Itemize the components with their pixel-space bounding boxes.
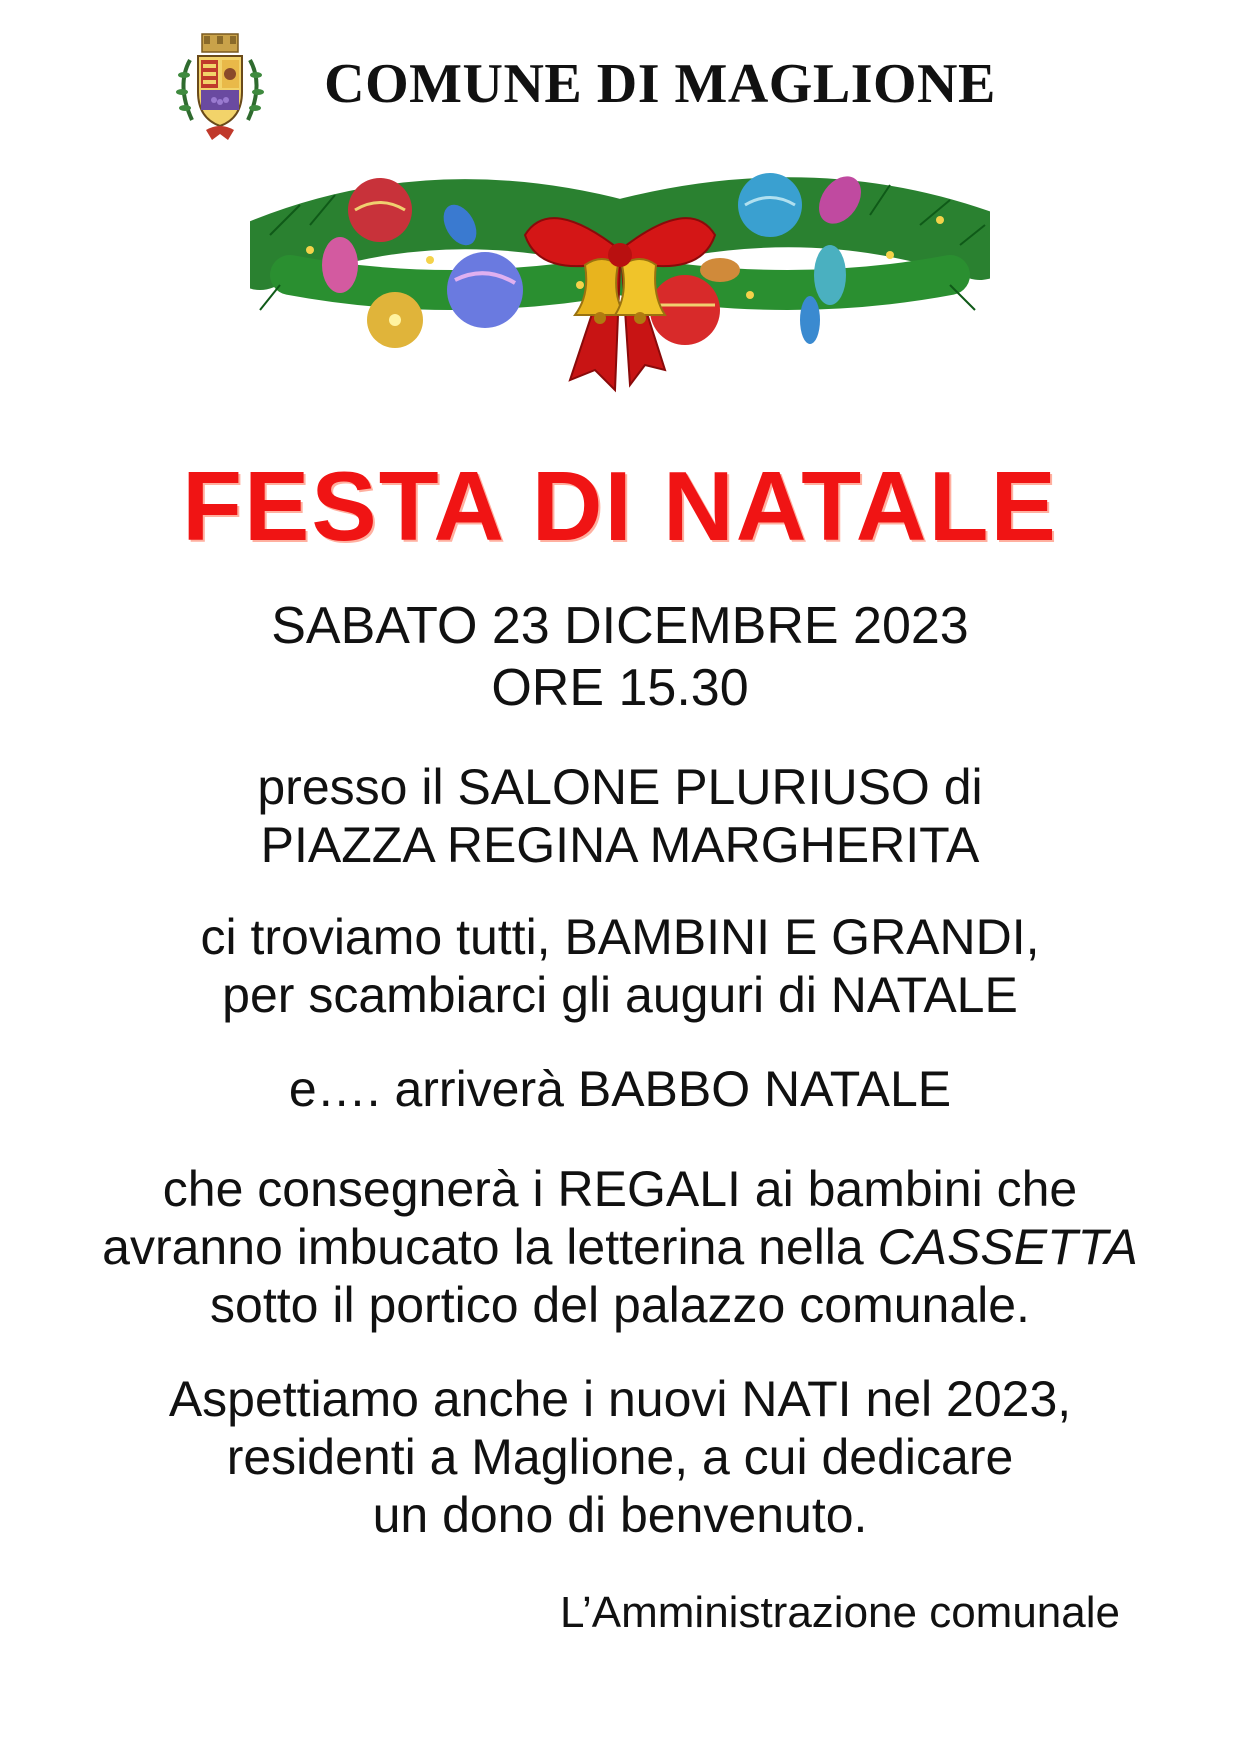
location-paragraph [0, 758, 1240, 874]
gifts-paragraph [0, 1160, 1240, 1334]
gifts-line-2-text: avranno imbucato la letterina nella [102, 1219, 878, 1275]
gifts-cassetta-emphasis: CASSETTA [877, 1219, 1138, 1275]
event-date-block [0, 595, 1240, 719]
signature: L’Amministrazione comunale [559, 1588, 1120, 1637]
invite-line-2: per scambiarci gli auguri di NATALE [222, 967, 1018, 1023]
invite-line-1: ci troviamo tutti, BAMBINI E GRANDI, [200, 909, 1040, 965]
location-line-1: presso il SALONE PLURIUSO di [257, 759, 983, 815]
municipal-crest-icon [170, 30, 270, 142]
newborns-line-3: un dono di benvenuto. [372, 1487, 868, 1543]
invite-paragraph [0, 908, 1240, 1024]
event-time: ORE 15.30 [491, 659, 749, 717]
arrival-paragraph [0, 1060, 1240, 1118]
location-line-2: PIAZZA REGINA MARGHERITA [260, 817, 980, 873]
gifts-line-1: che consegnerà i REGALI ai bambini che [162, 1161, 1078, 1217]
christmas-garland-icon [250, 165, 990, 415]
arrival-line: e…. arriverà BABBO NATALE [288, 1061, 952, 1117]
newborns-paragraph [0, 1370, 1240, 1544]
event-title: FESTA DI NATALE [182, 451, 1058, 561]
event-date: SABATO 23 DICEMBRE 2023 [271, 597, 969, 655]
gifts-line-2 [0, 1218, 1240, 1276]
newborns-line-2: residenti a Maglione, a cui dedicare [226, 1429, 1014, 1485]
gifts-line-3: sotto il portico del palazzo comunale. [210, 1277, 1030, 1333]
newborns-line-1: Aspettiamo anche i nuovi NATI nel 2023, [168, 1371, 1072, 1427]
page-title: COMUNE DI MAGLIONE [324, 53, 996, 115]
